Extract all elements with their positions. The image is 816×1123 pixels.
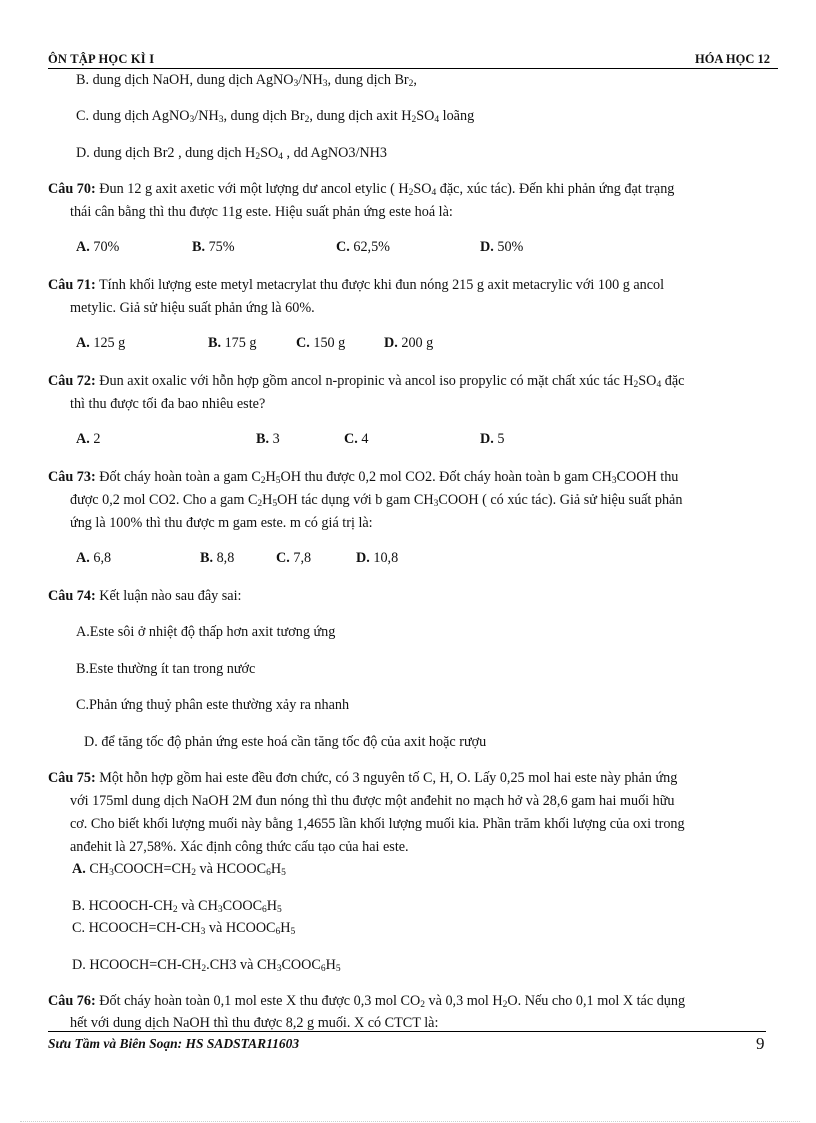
- question-label: Câu 72:: [48, 373, 96, 389]
- q73-option-b: B. 8,8: [200, 550, 235, 566]
- page-header: [48, 52, 778, 69]
- q74-option-c: C.Phản ứng thuỷ phân este thường xảy ra nhanh: [76, 697, 350, 713]
- question-label: Câu 74:: [48, 588, 96, 604]
- q70-option-c: C. 62,5%: [336, 239, 390, 255]
- page-number: 9: [756, 1034, 765, 1053]
- q74-option-a: A.Este sôi ở nhiệt độ thấp hơn axit tương ứng: [76, 624, 336, 640]
- q70-option-d: D. 50%: [480, 239, 524, 255]
- footer-rule: [48, 1031, 766, 1032]
- q71-option-a: A. 125 g: [76, 335, 126, 351]
- q72-option-c: C. 4: [344, 431, 369, 447]
- q71-option-d: D. 200 g: [384, 335, 434, 351]
- question-label: Câu 76:: [48, 993, 96, 1009]
- q72-stem-line2: thì thu được tối đa bao nhiêu este?: [70, 396, 266, 412]
- q75-stem-line1: Câu 75: Một hỗn hợp gồm hai este đều đơn chức, có 3 nguyên tố C, H, O. Lấy 0,25 mol hai este này phản ứng: [48, 770, 678, 786]
- q73-option-a: A. 6,8: [76, 550, 112, 566]
- q69-option-b: B. dung dịch NaOH, dung dịch $AgNO_3/NH_3$, dung dịch $Br_2$,: [76, 72, 417, 89]
- q71-stem-line1: Câu 71: Tính khối lượng este metyl metacrylat thu được khi đun nóng 215 g axit metacrylic với 100 g ancol: [48, 277, 665, 293]
- header-right-subject: HÓA HỌC 12: [694, 52, 770, 66]
- q76-stem-line2: hết với dung dịch NaOH thì thu được 8,2 g muối. X có CTCT là:: [70, 1015, 439, 1031]
- q70-option-b: B. 75%: [192, 239, 235, 255]
- question-label: Câu 70:: [48, 181, 96, 197]
- q75-option-b: B. HCOOCH-$CH_2$ và $CH_3COOC_6H_5$: [72, 898, 282, 915]
- q72-option-d: D. 5: [480, 431, 505, 447]
- q69-option-d: D. dung dịch Br2 , dung dịch $H_2SO_4$ , dd AgNO3/NH3: [76, 145, 387, 162]
- q75-option-c: C. $HCOOCH=CH-CH_3$ và $HCOOC_6H_5$: [72, 920, 296, 937]
- q71-option-b: B. 175 g: [208, 335, 257, 351]
- q70-stem-line2: thái cân bằng thì thu được 11g este. Hiệu suất phản ứng este hoá là:: [70, 204, 453, 220]
- q72-option-b: B. 3: [256, 431, 280, 447]
- q70-option-a: A. 70%: [76, 239, 120, 255]
- q76-stem-line1: Câu 76: Đốt cháy hoàn toàn 0,1 mol este X thu được 0,3 mol $CO_2$ và 0,3 mol $H_2O$. Nếu cho 0,1 mol X tác dụng: [48, 993, 686, 1010]
- q73-stem-line3: ứng là 100% thì thu được m gam este. m có giá trị là:: [70, 515, 373, 531]
- q75-stem-line4: anđehit là 27,58%. Xác định công thức cấu tạo của hai este.: [70, 839, 409, 855]
- question-label: Câu 73:: [48, 469, 96, 485]
- question-label: Câu 75:: [48, 770, 96, 786]
- q72-option-a: A. 2: [76, 431, 101, 447]
- q69-option-c: C. dung dịch $AgNO_3/NH_3$, dung dịch $Br_2$, dung dịch axit $H_2SO_4$ loãng: [76, 108, 475, 125]
- page-bottom-border: [20, 1121, 800, 1122]
- q75-stem-line2: với 175ml dung dịch NaOH 2M đun nóng thì thu được một anđehit no mạch hở và 28,6 gam hai muối hữu: [70, 793, 675, 809]
- q75-option-d: D. $HCOOCH=CH-CH_2.CH3$ và $CH_3COOC_6H_5$: [72, 957, 341, 974]
- q73-stem-line1: Câu 73: Đốt cháy hoàn toàn a gam $C_2H_5OH$ thu được 0,2 mol CO2. Đốt cháy hoàn toàn b gam $CH_3COOH$ thu: [48, 469, 679, 486]
- question-label: Câu 71:: [48, 277, 96, 293]
- q75-stem-line3: cơ. Cho biết khối lượng muối này bằng 1,4655 lần khối lượng muối kia. Phần trăm khối lượng của oxi trong: [70, 816, 685, 832]
- q73-option-d: D. 10,8: [356, 550, 399, 566]
- header-left-title: ÔN TẬP HỌC KÌ I: [48, 52, 155, 66]
- footer-credit: Sưu Tầm và Biên Soạn: HS SADSTAR11603: [48, 1036, 300, 1051]
- q74-option-d: D. để tăng tốc độ phản ứng este hoá cần tăng tốc độ của axit hoặc rượu: [84, 734, 487, 750]
- q73-option-c: C. 7,8: [276, 550, 312, 566]
- q71-option-c: C. 150 g: [296, 335, 346, 351]
- q72-stem-line1: Câu 72: Đun axit oxalic với hỗn hợp gồm ancol n-propinic và ancol iso propylic có mặt chất xúc tác $H_2SO_4$ đặc: [48, 373, 685, 390]
- q73-stem-line2: được 0,2 mol CO2. Cho a gam $C_2H_5OH$ tác dụng với b gam $CH_3COOH$ ( có xúc tác). Giả sử hiệu suất phản: [70, 492, 683, 509]
- q70-stem-line1: Câu 70: Đun 12 g axit axetic với một lượng dư ancol etylic ( $H_2SO_4$ đặc, xúc tác). Đến khi phản ứng đạt trạng: [48, 181, 675, 198]
- q71-stem-line2: metylic. Giả sử hiệu suất phản ứng là 60%.: [70, 300, 315, 316]
- q75-option-a: A. $CH_3COOCH=CH_2$ và $HCOOC_6H_5$: [72, 861, 286, 878]
- q74-option-b: B.Este thường ít tan trong nước: [76, 661, 256, 677]
- q74-stem: Câu 74: Kết luận nào sau đây sai:: [48, 588, 242, 604]
